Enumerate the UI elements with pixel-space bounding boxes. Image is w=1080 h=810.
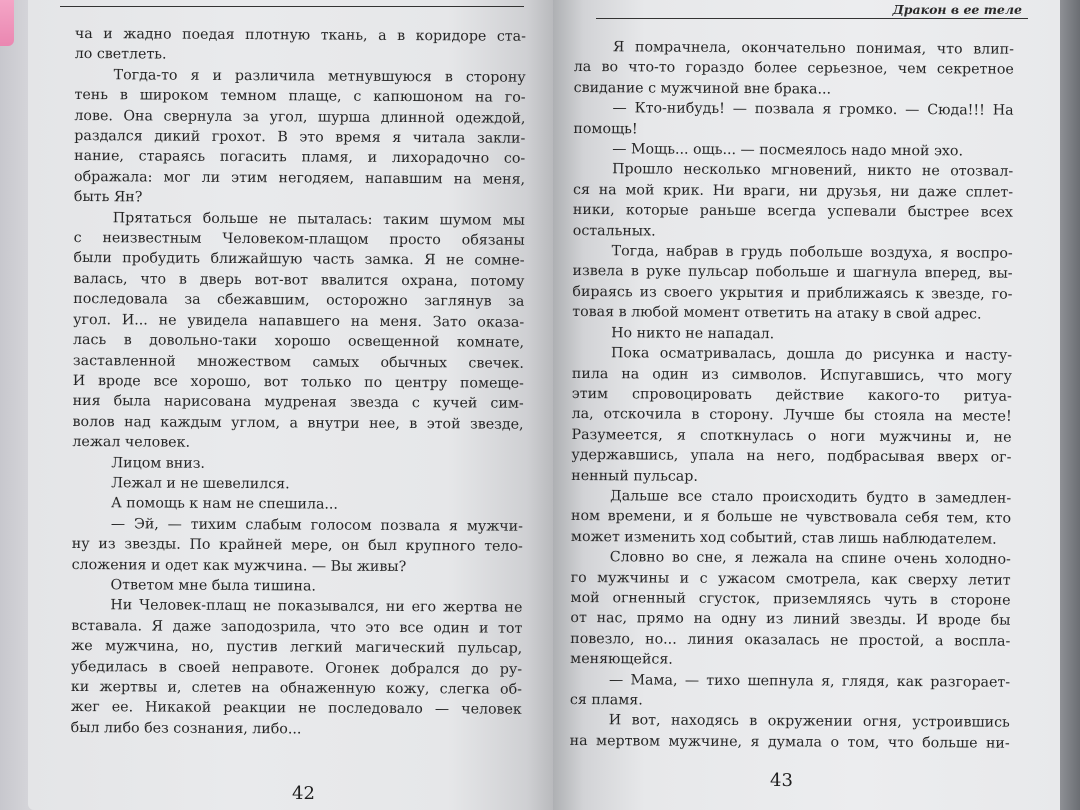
- text-line: раздался дикий грохот. В это время я читала закли-: [74, 128, 526, 147]
- text-line: Тогда, набрав в грудь побольше воздуха, я воспро-: [611, 243, 1013, 262]
- text-line: — Мама, — тихо шепнула я, глядя, как разгорает-: [609, 671, 1011, 691]
- text-line: жег ее. Никакой реакции не последовало — человек: [70, 699, 522, 719]
- text-line: быть Ян?: [73, 189, 143, 206]
- left-page-text: [71, 24, 526, 741]
- text-line: Тогда-то я и различила метнувшуюся в сторону: [113, 67, 526, 86]
- text-line: лась в довольно-таки хорошо освещенной комнате,: [73, 332, 525, 351]
- text-line: ненный пульсар.: [571, 467, 698, 485]
- text-line: лове. Она свернула за угол, шурша длинной одеждой,: [74, 107, 526, 127]
- text-line: с неизвестным Человеком-плащом просто обязаны: [73, 230, 525, 249]
- text-line: ча и жадно поедая плотную ткань, а в коридоре ста-: [74, 25, 526, 45]
- text-line: Прошло несколько мгновений, никто не отозвал-: [612, 161, 1014, 181]
- left-header-rule: [60, 6, 524, 7]
- text-line: товая в любой момент ответить на атаку в свой адрес.: [572, 304, 982, 323]
- text-line: — Эй, — тихим слабым голосом позвала я мужчи-: [110, 515, 523, 535]
- text-line: остальных.: [572, 222, 656, 240]
- text-line: угол. И... не увидела напавшего на меня. Зато оказа-: [73, 311, 525, 331]
- text-line: валась, что в дверь вот-вот ввалится охрана, потому: [73, 270, 525, 290]
- text-line: повезло, но... линия оказалась не простой, а воспла-: [570, 630, 1011, 650]
- text-line: может изменить ход событий, став лишь наблюдателем.: [570, 528, 997, 548]
- text-line: заставленной множеством самых обычных свечек.: [72, 352, 524, 372]
- text-line: ки жертвы и, слетев на обнаженную кожу, слегка об-: [70, 678, 522, 698]
- text-line: этим спровоцировать действие какого-то ритуа-: [571, 385, 1012, 405]
- text-line: ла, отскочила в сторону. Лучше бы стояла на месте!: [571, 406, 1012, 425]
- text-line: же мужчина, но, пустив легкий магический пульсар,: [71, 638, 523, 657]
- text-line: ники, которые раньше всегда успевали быстрее всех: [572, 202, 1013, 221]
- text-line: Лицом вниз.: [111, 454, 206, 472]
- text-line: волов над каждым углом, а внутри нее, в этой звезде,: [72, 413, 524, 433]
- text-line: убедилась в своей неправоте. Огонек добрался до ру-: [71, 658, 523, 678]
- text-line: — Кто-нибудь! — позвала я громко. — Сюда!!! На: [612, 100, 1014, 119]
- text-line: Словно во сне, я лежала на спине очень холодно-: [609, 549, 1011, 568]
- text-line: удержавшись, упала на него, подбрасывая вверх ог-: [571, 447, 1012, 466]
- text-line: были пробудить ближайшую часть замка. Я не сомне-: [73, 250, 525, 270]
- right-page-text: [570, 37, 1014, 754]
- text-line: А помощь к нам не спешила...: [111, 495, 339, 513]
- text-line: ло светлеть.: [74, 46, 167, 63]
- text-line: Ответом мне была тишина.: [110, 577, 317, 595]
- text-line: на мертвом мужчине, я думала о том, что больше ни-: [569, 732, 1010, 752]
- text-line: бираясь из своего укрытия и приближаясь к звезде, го-: [572, 283, 1013, 303]
- text-line: ния была нарисована мудреная звезда с кучей сим-: [72, 393, 524, 413]
- text-line: го мужчины и с ужасом смотрела, как сверху летит: [570, 569, 1011, 589]
- text-line: Но никто не нападал.: [611, 324, 775, 342]
- text-line: меняющейся.: [570, 651, 673, 668]
- text-line: нание, стараясь погасить пламя, и лихорадочно со-: [74, 148, 526, 168]
- text-line: помощь!: [573, 120, 638, 138]
- text-line: ла во что-то гораздо более серьезное, чем секретное: [573, 59, 1014, 79]
- text-line: был либо без сознания, либо...: [70, 719, 302, 738]
- header-rule: [596, 18, 1028, 19]
- text-line: Лежал и не шевелился.: [111, 475, 290, 493]
- text-line: вставала. Я даже заподозрила, что это все один и тот: [71, 617, 523, 637]
- text-line: — Мощь... ощь... — посмеялось надо мной эхо.: [612, 141, 964, 160]
- page-number-left: 42: [292, 783, 315, 804]
- text-line: ся пламя.: [569, 691, 643, 709]
- text-line: ся на мой крик. Ни враги, ни друзья, ни даже сплет-: [573, 181, 1014, 201]
- text-line: ном времени, и я больше не чувствовала себя тем, кто: [571, 508, 1012, 528]
- running-header-title: Дракон в ее теле: [892, 2, 1022, 17]
- text-line: Прятаться больше не пыталась: таким шумом мы: [112, 209, 525, 229]
- text-line: последовала за сбежавшим, осторожно заглянув за: [73, 291, 525, 311]
- running-header: [596, 0, 1028, 28]
- text-line: мой огненный сгусток, приземляясь чуть в стороне: [570, 589, 1011, 609]
- text-line: извела в руке пульсар побольше и шагнула вперед, вы-: [572, 263, 1013, 283]
- text-line: Я помрачнела, окончательно понимая, что влип-: [612, 39, 1014, 58]
- text-line: Дальше все стало происходить будто в замедлен-: [610, 488, 1012, 507]
- text-line: Ни Человек-плащ не показывался, ни его жертва не: [110, 597, 523, 617]
- pink-object: [0, 0, 14, 46]
- text-line: ну из звезды. По крайней мере, он был крупного тело-: [71, 536, 523, 555]
- text-line: сложения и одет как мужчина. — Вы живы?: [71, 556, 407, 575]
- text-line: тень в широком темном плаще, с капюшоном на го-: [74, 87, 526, 106]
- text-line: И вот, находясь в окружении огня, устроившись: [608, 712, 1010, 732]
- text-line: И вроде все хорошо, вот только по центру помеще-: [72, 372, 524, 392]
- text-line: свидание с мужчиной вне брака...: [573, 79, 832, 98]
- text-line: Пока осматривалась, дошла до рисунка и насту-: [611, 345, 1013, 364]
- text-line: пила на один из символов. Испугавшись, что могу: [571, 365, 1012, 385]
- background-edge: [1060, 0, 1080, 810]
- text-line: Разумеется, я споткнулась о ноги мужчины и, не: [571, 426, 1012, 446]
- text-line: от нас, прямо на одну из линий звезды. И вроде бы: [570, 610, 1011, 630]
- page-number-right: 43: [770, 770, 793, 791]
- text-line: лежал человек.: [72, 434, 191, 451]
- text-line: ображала: мог ли этим негодяем, напавшим на меня,: [74, 168, 526, 188]
